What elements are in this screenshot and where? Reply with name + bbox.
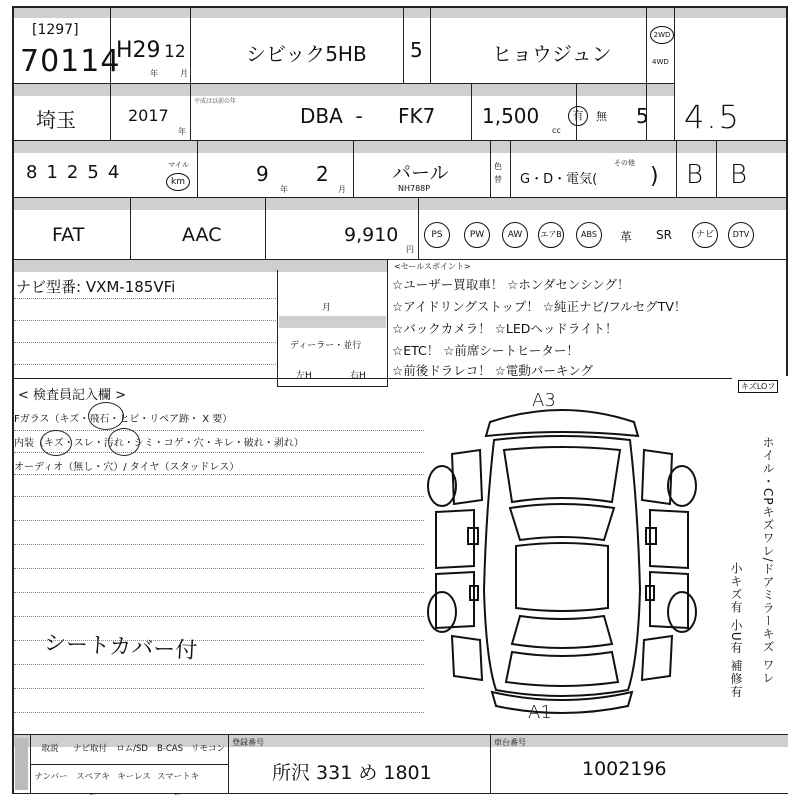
handwritten-circle — [40, 430, 72, 456]
car-diagram — [412, 390, 712, 730]
chassis-number: 1002196 — [582, 758, 667, 780]
inspector-line: 内装（キズ・スレ・汚れ・シミ・コゲ・穴・キレ・破れ・剥れ） — [14, 438, 304, 449]
footer-item-bcas: B-CAS — [156, 744, 184, 754]
price-unit: 円 — [406, 245, 414, 254]
left-front-wheel — [428, 466, 456, 506]
small-note: 平成は以前の年 — [194, 98, 237, 105]
color: パール — [392, 162, 449, 184]
aircon: AAC — [182, 224, 222, 246]
left-rear-wheel — [428, 592, 456, 632]
month-unit: 月 — [180, 69, 188, 78]
turbo-yes: 有 — [568, 106, 588, 126]
trunk — [506, 652, 618, 686]
inspection-month-unit: 月 — [338, 185, 346, 194]
mileage — [26, 162, 128, 183]
plate-number: 所沢 331 め 1801 — [272, 762, 432, 784]
lot-number: 70114 — [20, 44, 121, 79]
nav-sub-band — [279, 316, 386, 328]
options-other-label: その他 — [614, 159, 635, 167]
inspector-title: < 検査員記入欄 > — [18, 388, 127, 403]
right-rear-wheel — [668, 592, 696, 632]
cc-unit: cc — [552, 126, 561, 135]
sales-point-line: ☆バックカメラ！ ☆LEDヘッドライト！ — [392, 321, 618, 336]
footer-item-manual: 取説 — [41, 744, 59, 754]
model-year: 2017 — [128, 106, 169, 125]
windshield — [510, 504, 614, 540]
reg-month: 12 — [164, 42, 186, 62]
header-band-row2 — [12, 84, 674, 96]
sales-point-line: ☆アイドリングストップ！ ☆純正ナビ/フルセグTV！ — [392, 299, 687, 314]
front-bumper — [486, 410, 638, 436]
score: 4.5 — [684, 98, 741, 136]
side-note: ホイル・CPキズワレ/ドアミラーキズ ワレ — [761, 436, 775, 685]
header-band-row3 — [12, 141, 788, 153]
footer-item-rom: ロム/SD — [116, 744, 148, 754]
plate-label: 登録番号 — [232, 738, 264, 747]
seats: 5 — [636, 104, 649, 128]
right-front-wheel — [668, 466, 696, 506]
year-unit: 年 — [150, 69, 158, 78]
handwritten-circle — [88, 402, 124, 430]
side-note: 小キズ有 小U有 補修有 — [729, 562, 743, 699]
handwritten-circle — [108, 428, 140, 456]
footer-item-remote: リモコン — [190, 744, 225, 754]
right-rear-fender — [642, 636, 672, 680]
equip-pw: PW — [464, 222, 490, 248]
handle-left: 左H — [296, 371, 312, 381]
equip-abs: ABS — [576, 222, 602, 248]
navi-model: ナビ型番: VXM-185VFi — [16, 278, 176, 296]
drive-4wd: 4WD — [652, 58, 669, 66]
rear-window — [512, 616, 612, 648]
side-tag: キズLOフ — [738, 380, 778, 393]
model-prefix: DBA - — [300, 104, 363, 128]
handle-right: 右H — [350, 371, 366, 381]
equip-airbag: エアB — [538, 222, 564, 248]
footer-item-keyless: キーレス — [117, 772, 151, 782]
options-text: G・D・電気( — [520, 172, 598, 187]
model-year-unit: 年 — [178, 127, 186, 136]
drive-2wd: 2WD — [650, 26, 674, 44]
sales-points-title: <セールスポイント> — [394, 262, 471, 271]
equip-aw: AW — [502, 222, 528, 248]
equip-navi: ナビ — [692, 222, 718, 248]
inspector-line: オーディオ（無し・穴）/ タイヤ（スタッドレス） — [14, 462, 240, 473]
right-front-fender — [642, 450, 672, 504]
dealer-label: ディーラー・並行 — [290, 341, 362, 351]
handwritten-note: シートカバー付 — [43, 631, 198, 664]
lot-prefix: [1297] — [32, 22, 79, 38]
car-name: シビック5HB — [246, 42, 367, 66]
mileage-digit: 8 — [26, 162, 47, 183]
options — [520, 168, 597, 187]
nav-month-label: 月 — [322, 303, 332, 313]
options-close: ) — [650, 164, 659, 189]
equip-ps: PS — [424, 222, 450, 248]
header-band-row4 — [12, 198, 788, 210]
inspection-year: 9 — [256, 162, 269, 186]
roof — [516, 543, 608, 611]
mileage-digit: 4 — [107, 162, 129, 183]
front-damage-label: A3 — [532, 390, 556, 411]
rear-damage-label: A1 — [528, 702, 552, 723]
grade: ヒョウジュン — [492, 42, 612, 66]
color-change-label: 色替 — [494, 162, 502, 184]
header-band-nav — [12, 260, 387, 272]
region: 埼玉 — [36, 108, 76, 132]
mileage-km: km — [166, 173, 190, 191]
exterior-grade: B — [686, 160, 704, 190]
transmission: FAT — [52, 224, 85, 246]
turbo-no: 無 — [596, 110, 607, 123]
inspection-month: 2 — [316, 162, 329, 186]
displacement: 1,500 — [482, 104, 540, 128]
footer-item-navi: ナビ取付 — [72, 744, 107, 754]
sales-point-line: ☆前後ドラレコ！ ☆電動パーキング — [392, 363, 594, 378]
hood — [504, 447, 620, 502]
footer-tag — [15, 738, 28, 790]
mileage-digit: 5 — [87, 162, 108, 183]
mileage-digit: 2 — [66, 162, 88, 183]
price: 9,910 — [344, 224, 399, 246]
model-code: FK7 — [398, 104, 436, 128]
left-rear-fender — [452, 636, 482, 680]
equip-leather: 革 — [620, 230, 633, 244]
mileage-digit: 1 — [46, 162, 67, 183]
inspector-line: Fガラス（キズ・飛石・ヒビ・リペア跡・ X 要） — [14, 414, 233, 425]
footer-item-smart-key: スマートキー — [156, 772, 200, 800]
equip-sr: SR — [656, 228, 672, 242]
sales-point-line: ☆ETC！ ☆前席シートヒーター！ — [392, 343, 579, 358]
era-year: H29 — [116, 38, 161, 63]
left-front-fender — [452, 450, 482, 504]
mileage-mile: マイル — [168, 161, 189, 169]
sales-point-line: ☆ユーザー買取車！ ☆ホンダセンシング！ — [392, 277, 630, 292]
equip-dtv: DTV — [728, 222, 754, 248]
door-count: 5 — [410, 38, 423, 62]
chassis-label: 車台番号 — [494, 738, 526, 747]
inspection-year-unit: 年 — [280, 185, 288, 194]
footer-item-plate: ナンバー — [34, 772, 68, 782]
interior-grade: B — [730, 160, 748, 190]
color-code: NH788P — [398, 184, 431, 193]
footer-item-spare-key: スペアキー — [76, 772, 110, 800]
